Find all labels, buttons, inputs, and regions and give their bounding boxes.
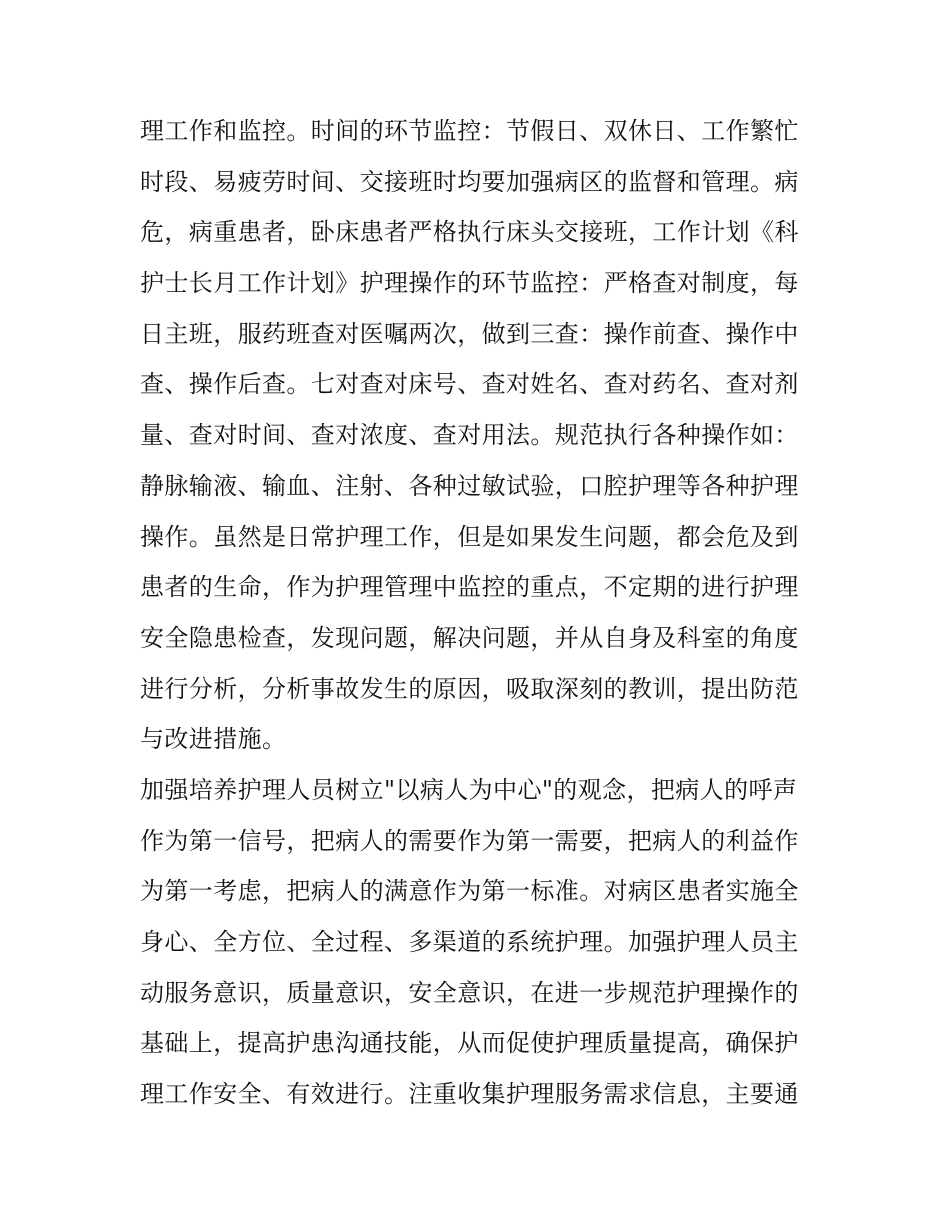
body-text — [140, 106, 820, 1120]
text-line: 日主班，服药班查对医嘱两次，做到三查：操作前查、操作中 — [140, 319, 799, 348]
text-line: 为第一考虑，把病人的满意作为第一标准。对病区患者实施全 — [140, 877, 799, 906]
text-line: 理工作和监控。时间的环节监控：节假日、双休日、工作繁忙 — [140, 117, 799, 145]
text-line: 身心、全方位、全过程、多渠道的系统护理。加强护理人员主 — [140, 928, 799, 956]
text-line: 操作。虽然是日常护理工作，但是如果发生问题，都会危及到 — [140, 522, 799, 551]
text-line: 作为第一信号，把病人的需要作为第一需要，把病人的利益作 — [140, 826, 799, 855]
text-line: 危，病重患者，卧床患者严格执行床头交接班，工作计划《科 — [140, 218, 799, 247]
text-line: 静脉输液、输血、注射、各种过敏试验，口腔护理等各种护理 — [140, 471, 799, 500]
text-line: 查、操作后查。七对查对床号、查对姓名、查对药名、查对剂 — [140, 370, 799, 399]
text-line: 基础上，提高护患沟通技能，从而促使护理质量提高，确保护 — [140, 1029, 799, 1058]
text-line: 时段、易疲劳时间、交接班时均要加强病区的监督和管理。病 — [140, 167, 799, 196]
text-line: 护士长月工作计划》护理操作的环节监控：严格查对制度，每 — [140, 269, 799, 298]
text-line: 理工作安全、有效进行。注重收集护理服务需求信息，主要通 — [140, 1080, 799, 1109]
text-line: 量、查对时间、查对浓度、查对用法。规范执行各种操作如： — [140, 421, 799, 450]
text-line: 加强培养护理人员树立"以病人为中心"的观念，把病人的呼声 — [140, 775, 798, 804]
text-line: 患者的生命，作为护理管理中监控的重点，不定期的进行护理 — [140, 573, 799, 602]
text-line: 安全隐患检查，发现问题，解决问题，并从自身及科室的角度 — [140, 623, 799, 652]
text-line: 动服务意识，质量意识，安全意识，在进一步规范护理操作的 — [140, 978, 799, 1007]
text-line: 进行分析，分析事故发生的原因，吸取深刻的教训，提出防范 — [140, 674, 799, 703]
text-line: 与改进措施。 — [140, 725, 287, 754]
